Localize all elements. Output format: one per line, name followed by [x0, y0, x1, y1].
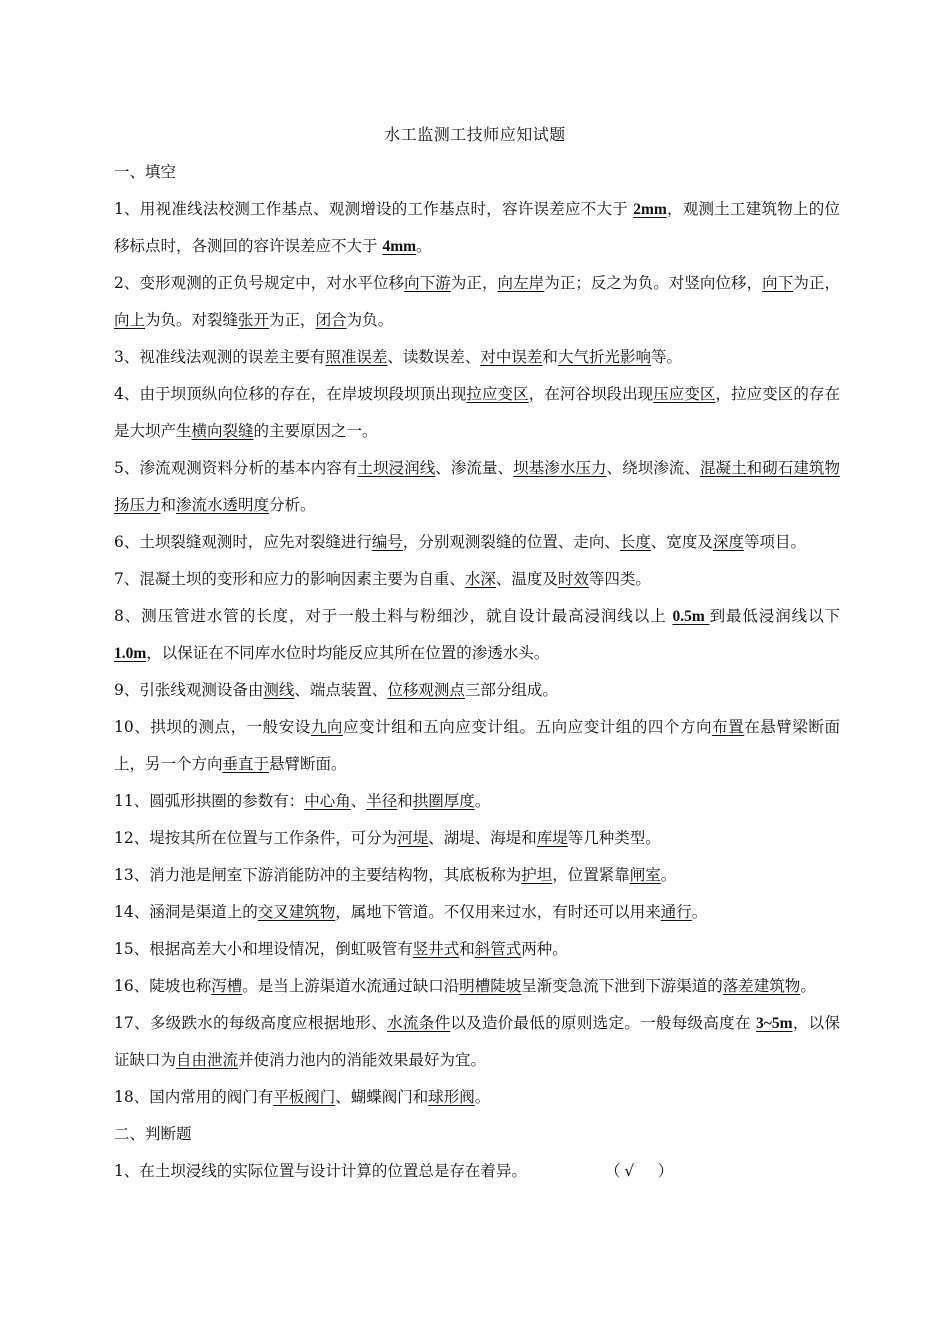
question-text: 、端点装置、 — [294, 681, 388, 699]
answer-blank: 九向 — [310, 718, 343, 736]
question-text: ，以保证在不同库水位时均能反应其所在位置的渗透水头。 — [146, 644, 550, 662]
question-text: 并使消力池内的消能效果最好为宜。 — [238, 1051, 487, 1069]
question-text: 和 — [542, 348, 558, 366]
answer-blank: 闭合 — [315, 311, 347, 329]
question-text: 和 — [160, 496, 177, 514]
judgment-question-list — [114, 1153, 840, 1190]
answer-blank: 照准误差 — [325, 348, 388, 366]
section-heading-judgment: 二、判断题 — [114, 1125, 192, 1143]
question-text: 。 — [691, 903, 708, 921]
answer-blank: 坝基渗水压力 — [513, 459, 607, 477]
question-text: 和 — [459, 940, 475, 958]
question-text: 、读数误差、 — [387, 348, 481, 366]
fill-in-question — [114, 931, 840, 968]
question-text: 、宽度及 — [650, 533, 713, 551]
fill-in-question — [114, 450, 840, 524]
document-body — [114, 154, 840, 1190]
answer-blank: 中心角 — [304, 792, 351, 810]
answer-blank: 水深 — [464, 570, 496, 588]
fill-in-question — [114, 191, 840, 265]
answer-blank: 河堤 — [397, 829, 429, 847]
fill-in-question — [114, 265, 840, 339]
answer-blank: 闸室 — [629, 866, 661, 884]
question-text: 为负。对裂缝 — [145, 311, 239, 329]
question-text: 。 — [800, 977, 816, 995]
question-text: 14、涵洞是渠道上的 — [114, 903, 258, 921]
question-text: 6、土坝裂缝观测时，应先对裂缝进行 — [114, 533, 372, 551]
question-text: 、蝴蝶阀门和 — [335, 1088, 429, 1106]
question-text: 等。 — [650, 348, 682, 366]
question-text: 4、由于坝顶纵向位移的存在，在岸坡坝段坝顶出现 — [114, 385, 467, 403]
question-text: 18、国内常用的阀门有 — [114, 1088, 274, 1106]
answer-blank: 布置 — [712, 718, 745, 736]
question-text: 两种。 — [521, 940, 568, 958]
answer-blank: 大气折光影响 — [557, 348, 651, 366]
question-text: 、渗流量、 — [435, 459, 514, 477]
judgment-question — [114, 1153, 840, 1190]
fill-in-question — [114, 672, 840, 709]
answer-blank: 拱圈厚度 — [412, 792, 475, 810]
question-text: 、 — [350, 792, 367, 810]
question-text: 9、引张线观测设备由 — [114, 681, 264, 699]
question-text: 分析。 — [269, 496, 316, 514]
question-text: 2、变形观测的正负号规定中，对水平位移 — [114, 274, 405, 292]
fill-in-question — [114, 524, 840, 561]
question-text: 和 — [397, 792, 413, 810]
answer-blank: 向下 — [762, 274, 794, 292]
question-text: 悬臂断面。 — [269, 755, 347, 773]
answer-blank: 混凝土和砌石建筑物扬压力 — [114, 459, 840, 514]
answer-blank: 长度 — [619, 533, 651, 551]
question-text: 应变计组和五向应变计组。五向应变计组的四个方向 — [342, 718, 713, 736]
question-text: ，分别观测裂缝的位置、走向、 — [402, 533, 620, 551]
answer-blank: 落差建筑物 — [722, 977, 801, 995]
fill-in-question — [114, 894, 840, 931]
answer-blank: 测线 — [263, 681, 295, 699]
question-text: 在悬臂梁断面上，另一个方向 — [114, 718, 840, 773]
question-text: 等四类。 — [588, 570, 651, 588]
answer-blank: 土坝浸润线 — [357, 459, 436, 477]
answer-blank: 时效 — [557, 570, 589, 588]
answer-blank: 1.0m — [114, 645, 147, 662]
question-text: 5、渗流观测资料分析的基本内容有 — [114, 459, 358, 477]
answer-blank: 半径 — [366, 792, 398, 810]
document-title: 水工监测工技师应知试题 — [384, 125, 566, 144]
fill-in-question — [114, 1005, 840, 1079]
question-text: ，拉应变区的存在是大坝产生 — [114, 385, 840, 440]
answer-blank: 明槽陡坡 — [459, 977, 522, 995]
question-text: 为正， — [269, 311, 316, 329]
question-text: 。 — [416, 237, 432, 255]
question-text: 。 — [660, 866, 677, 884]
answer-blank: 深度 — [712, 533, 744, 551]
question-text: 11、圆弧形拱圈的参数有： — [114, 792, 305, 810]
answer-blank: 3~5m — [756, 1015, 793, 1032]
question-text: 1、用视准线法校测工作基点、观测增设的工作基点时，容许误差应不大于 — [114, 200, 634, 218]
fill-in-question — [114, 376, 840, 450]
fill-in-question — [114, 561, 840, 598]
answer-blank: 向上 — [114, 311, 146, 329]
question-text: 16、陡坡也称 — [114, 977, 212, 995]
question-text: 为正， — [450, 274, 498, 292]
question-text: 1、在土坝浸线的实际位置与设计计算的位置总是存在着异。 — [114, 1162, 527, 1180]
question-text: 等项目。 — [743, 533, 806, 551]
fill-in-question — [114, 820, 840, 857]
answer-blank: 泻槽 — [211, 977, 243, 995]
question-text: 17、多级跌水的每级高度应根据地形、 — [114, 1014, 388, 1032]
fill-in-question — [114, 968, 840, 1005]
question-text: 12、堤按其所在位置与工作条件，可分为 — [114, 829, 398, 847]
question-text: 到最低浸润线以下 — [709, 607, 840, 625]
answer-blank: 0.5m — [672, 608, 710, 625]
question-text: 、温度及 — [495, 570, 558, 588]
question-text: 8、测压管进水管的长度，对于一般土料与粉细沙，就自设计最高浸润线以上 — [114, 607, 673, 625]
fill-in-question-list — [114, 191, 840, 1116]
fill-in-question — [114, 339, 840, 376]
fill-in-question — [114, 1079, 840, 1116]
answer-blank: 渗流水透明度 — [176, 496, 270, 514]
answer-blank: 横向裂缝 — [191, 422, 254, 440]
answer-blank: 向下游 — [404, 274, 451, 292]
question-text: 、湖堤、海堤和 — [428, 829, 537, 847]
answer-blank: 向左岸 — [497, 274, 545, 292]
question-text: 等几种类型。 — [567, 829, 661, 847]
question-text: ，观测土工建筑物上的位移标点时，各测回的容许误差应不大于 — [114, 200, 840, 255]
fill-in-question — [114, 598, 840, 672]
answer-blank: 平板阀门 — [273, 1088, 336, 1106]
question-text: 。是当上游渠道水流通过缺口沿 — [242, 977, 460, 995]
answer-blank: 护坦 — [521, 866, 553, 884]
question-text: 为正；反之为负。对竖向位移， — [544, 274, 763, 292]
answer-blank: 自由泄流 — [176, 1051, 239, 1069]
question-text: ，属地下管道。不仅用来过水，有时还可以用来 — [335, 903, 661, 921]
question-text: 以及造价最低的原则选定。一般每级高度在 — [450, 1014, 757, 1032]
answer-blank: 对中误差 — [480, 348, 543, 366]
answer-blank: 位移观测点 — [387, 681, 465, 699]
section-heading-fill-in: 一、填空 — [114, 163, 177, 181]
answer-blank: 竖井式 — [412, 940, 460, 958]
question-text: 呈渐变急流下泄到下游渠道的 — [521, 977, 723, 995]
answer-blank: 编号 — [371, 533, 403, 551]
question-text: 为负。 — [346, 311, 394, 329]
answer-blank: 压应变区 — [653, 385, 716, 403]
answer-blank: 球形阀 — [428, 1088, 475, 1106]
fill-in-question — [114, 857, 840, 894]
question-text: 三部分组成。 — [464, 681, 558, 699]
question-text: ，位置紧靠 — [552, 866, 630, 884]
answer-mark: （√ ） — [604, 1162, 678, 1180]
answer-blank: 垂直于 — [222, 755, 270, 773]
question-text: 13、消力池是闸室下游消能防冲的主要结构物，其底板称为 — [114, 866, 522, 884]
answer-blank: 张开 — [238, 311, 270, 329]
question-text: 10、拱坝的测点，一般安设 — [114, 718, 311, 736]
answer-blank: 斜管式 — [474, 940, 522, 958]
question-text: 7、混凝土坝的变形和应力的影响因素主要为自重、 — [114, 570, 465, 588]
answer-blank: 4mm — [382, 238, 417, 255]
answer-blank: 水流条件 — [387, 1014, 451, 1032]
question-text: 、绕坝渗流、 — [606, 459, 700, 477]
question-text: 的主要原因之一。 — [253, 422, 378, 440]
question-text: ，在河谷坝段出现 — [528, 385, 654, 403]
fill-in-question — [114, 709, 840, 783]
answer-blank: 交叉建筑物 — [257, 903, 336, 921]
answer-blank: 通行 — [660, 903, 692, 921]
answer-blank: 2mm — [633, 201, 667, 218]
question-text: 3、视准线法观测的误差主要有 — [114, 348, 326, 366]
answer-blank: 库堤 — [536, 829, 568, 847]
answer-blank: 拉应变区 — [466, 385, 529, 403]
question-text: 15、根据高差大小和埋设情况，倒虹吸管有 — [114, 940, 413, 958]
fill-in-question — [114, 783, 840, 820]
question-text: 。 — [474, 792, 491, 810]
question-text: 为正， — [793, 274, 840, 292]
question-text: ，以保证缺口为 — [114, 1014, 840, 1069]
question-text: 。 — [474, 1088, 491, 1106]
